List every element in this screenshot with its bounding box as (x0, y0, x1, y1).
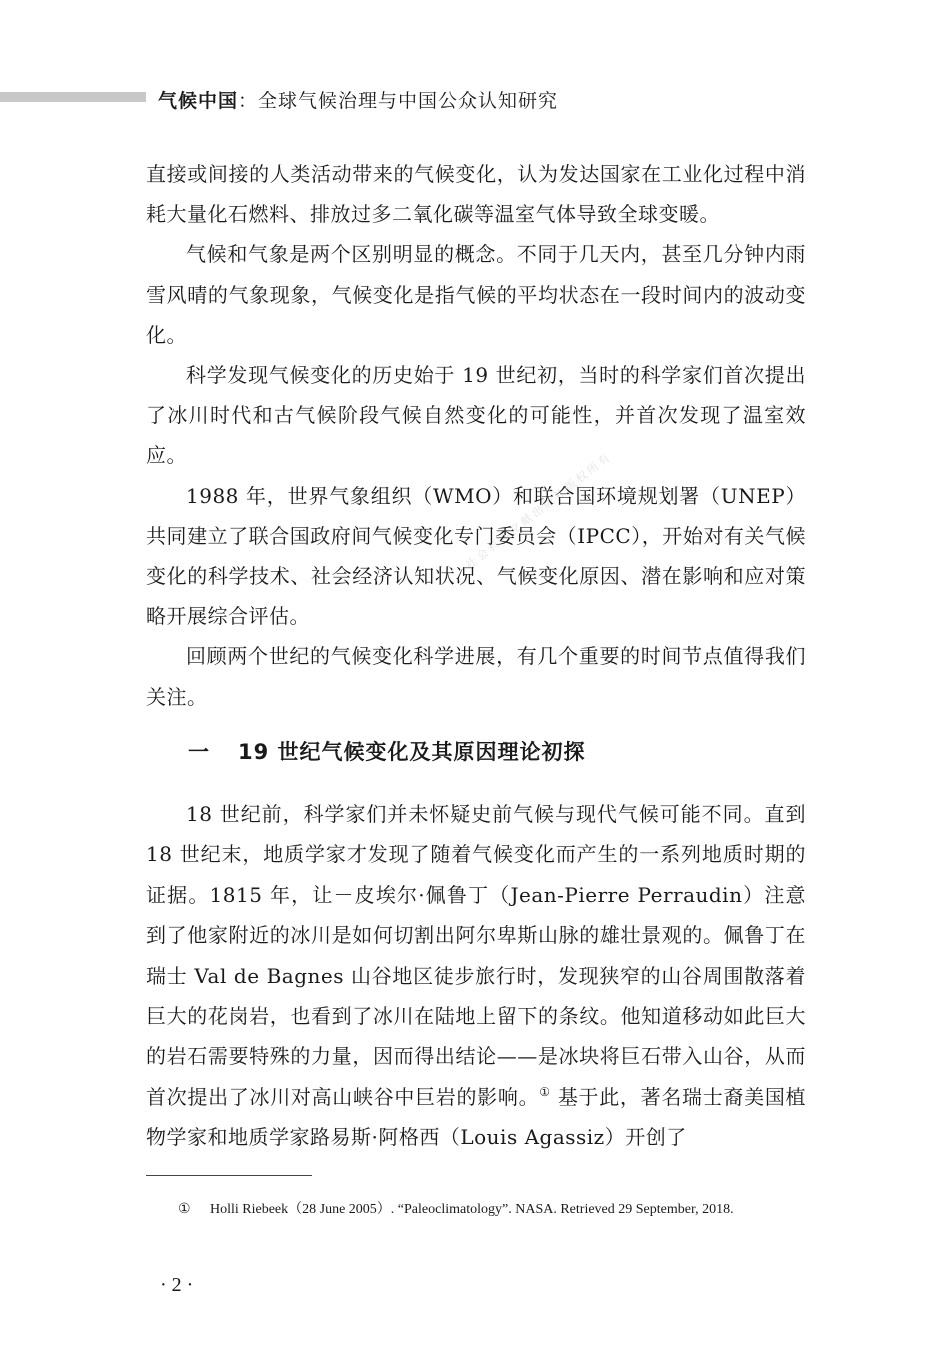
paragraph: 回顾两个世纪的气候变化科学进展，有几个重要的时间节点值得我们关注。 (146, 644, 806, 709)
footnote-reference[interactable]: ① (539, 1084, 551, 1099)
paragraph: 直接或间接的人类活动带来的气候变化，认为发达国家在工业化过程中消耗大量化石燃料、排放过多二氧化碳等温室气体导致全球变暖。 (146, 162, 806, 227)
paragraph: 气候和气象是两个区别明显的概念。不同于几天内，甚至几分钟内雨雪风晴的气象现象，气候变化是指气候的平均状态在一段时间内的波动变化。 (146, 242, 806, 347)
section-number: 一 (188, 740, 210, 764)
header-decor-bar (0, 92, 146, 102)
watermark: 社会科学文献出版社版权所有 (463, 449, 615, 572)
paragraph-text: 18 世纪前，科学家们并未怀疑史前气候与现代气候可能不同。直到 18 世纪末，地质学家才发现了随着气候变化而产生的一系列地质时期的证据。1815 年，让－皮埃尔·佩鲁丁（Jean-Pierre Perraudin）注意到了他家附近的冰川是如何切割出阿尔卑斯山脉的雄壮景观的。佩鲁丁在瑞士 Val de Bagnes 山谷地区徒步旅行时，发现狭窄的山谷周围散落着巨大的花岗岩，也看到了冰川在陆地上留下的条纹。他知道移动如此巨大的岩石需要特殊的力量，因而得出结论——是冰块将巨石带入山谷，从而首次提出了冰川对高山峡谷中巨岩的影响。 (146, 802, 806, 1109)
footnote-divider (146, 1175, 312, 1176)
page-number: · 2 · (160, 1274, 194, 1296)
body-text-top (146, 154, 806, 717)
paragraph (146, 794, 806, 1158)
section-title: 19 世纪气候变化及其原因理论初探 (238, 740, 586, 764)
footnote-text: Holli Riebeek（28 June 2005）. “Paleoclimatology”. NASA. Retrieved 29 September, 2018. (210, 1202, 734, 1217)
paragraph: 科学发现气候变化的历史始于 19 世纪初，当时的科学家们首次提出了冰川时代和古气候阶段气候自然变化的可能性，并首次发现了温室效应。 (146, 363, 806, 468)
footnote (178, 1198, 808, 1221)
book-title: 气候中国 (158, 90, 239, 112)
footnote-mark: ① (178, 1202, 191, 1217)
paragraph: 1988 年，世界气象组织（WMO）和联合国环境规划署（UNEP）共同建立了联合国政府间气候变化专门委员会（IPCC），开始对有关气候变化的科学技术、社会经济认知状况、气候变化原因、潜在影响和应对策略开展综合评估。 (146, 483, 806, 629)
running-header (158, 86, 558, 113)
section-heading (188, 736, 586, 766)
paragraph-text-continued: 基于此，著名瑞士裔美国植物学家和地质学家路易斯·阿格西（Louis Agassiz）开创了 (146, 1084, 807, 1150)
book-subtitle: ：全球气候治理与中国公众认知研究 (238, 90, 559, 112)
body-text-section (146, 794, 806, 1158)
